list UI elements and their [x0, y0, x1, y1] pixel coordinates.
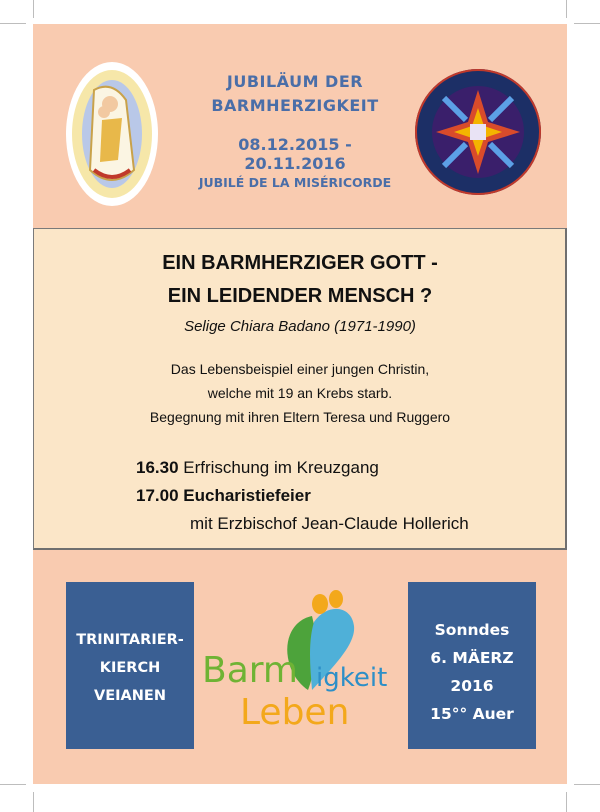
logo-word-igkeit: igkeit: [316, 663, 388, 693]
crop-mark: [33, 0, 34, 18]
subtitle: Selige Chiara Badano (1971-1990): [184, 318, 416, 335]
header-line2: BARMHERZIGKEIT: [211, 96, 379, 115]
crop-mark: [566, 0, 567, 18]
item-1: Erfrischung im Kreuzgang: [178, 458, 379, 477]
schedule-item-1: [136, 458, 379, 478]
location-box: [66, 582, 194, 749]
crop-mark: [0, 784, 26, 785]
header-dates: 08.12.2015 - 20.11.2016: [238, 135, 352, 173]
time-1: 16.30: [136, 458, 179, 477]
crop-mark: [574, 23, 600, 24]
headline-2: EIN LEIDENDER MENSCH ?: [167, 285, 433, 307]
header-french: JUBILÉ DE LA MISÉRICORDE: [198, 175, 392, 190]
stained-glass-seal: [414, 68, 542, 196]
location-line1: TRINITARIER-: [76, 632, 184, 648]
location-line2: KIERCH: [99, 660, 161, 676]
date-time: 15°° Auer: [430, 705, 514, 723]
crop-mark: [574, 784, 600, 785]
jubilee-logo: [64, 60, 160, 208]
logo-word-leben: Leben: [240, 692, 350, 733]
schedule-item-2: [136, 486, 311, 506]
date-box: [408, 582, 536, 749]
time-2: 17.00: [136, 486, 179, 505]
date-date: 6. MÄERZ: [430, 649, 514, 667]
date-year: 2016: [450, 677, 494, 695]
description-line3: Begegnung mit ihren Eltern Teresa und Ruggero: [149, 409, 451, 425]
header-line1: JUBILÄUM DER: [226, 72, 364, 91]
description-line1: Das Lebensbeispiel einer jungen Christin,: [170, 361, 430, 377]
item-2: Eucharistiefeier: [178, 486, 311, 505]
schedule-item-2b: mit Erzbischof Jean-Claude Hollerich: [190, 514, 469, 533]
crop-mark: [0, 23, 26, 24]
crop-mark: [566, 792, 567, 812]
location-line3: VEIANEN: [94, 688, 166, 704]
barmherzigkeit-leben-logo: [194, 582, 408, 749]
headline-1: EIN BARMHERZIGER GOTT -: [162, 252, 438, 274]
crop-mark: [33, 792, 34, 812]
description-line2: welche mit 19 an Krebs starb.: [207, 385, 393, 401]
date-day: Sonndes: [434, 621, 510, 639]
logo-word-barm: Barm: [202, 650, 298, 691]
